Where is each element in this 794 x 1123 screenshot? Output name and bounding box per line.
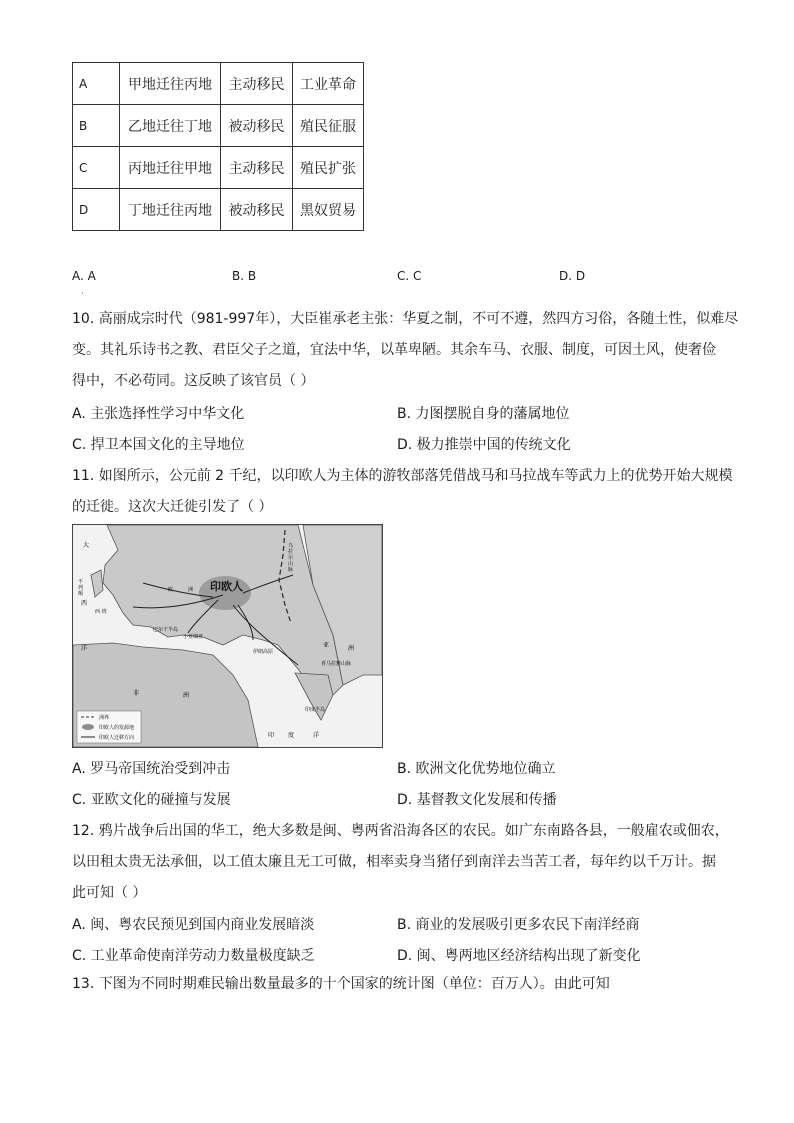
- map-label: 不: [78, 579, 84, 585]
- q10-line-3: 得中，不必苟同。这反映了该官员（ ）: [72, 373, 315, 389]
- q11-stem: [72, 461, 736, 523]
- q11-option-d[interactable]: D. 基督教文化发展和传播: [397, 792, 557, 808]
- table-cell: 被动移民: [221, 189, 293, 231]
- table-cell: B: [73, 105, 120, 147]
- map-label: 洋: [81, 645, 88, 652]
- q12-stem: [72, 816, 736, 909]
- q11-line-1: 11. 如图所示，公元前 2 千纪，以印欧人为主体的游牧部落凭借战马和马拉战车等武力上的优势开始大规模: [72, 468, 733, 484]
- choice-d[interactable]: D. D: [559, 269, 586, 283]
- map-label: 非: [133, 690, 140, 697]
- map-label: 小亚细亚: [183, 634, 204, 640]
- table-cell: A: [73, 63, 120, 105]
- table-cell: 甲地迁往丙地: [120, 63, 221, 105]
- map-label: 伊朗高原: [253, 649, 274, 655]
- map-label: 洲: [183, 692, 190, 699]
- map-label: 印: [268, 732, 275, 739]
- choice-a[interactable]: A. A: [72, 269, 96, 283]
- table-cell: 乙地迁往丁地: [120, 105, 221, 147]
- map-label: 洋: [313, 732, 320, 739]
- map-label: 列: [78, 585, 84, 591]
- map-label: 喜马拉雅山脉: [321, 661, 352, 667]
- map-label: 亚: [323, 642, 330, 649]
- q10-line-1: 10. 高丽成宗时代（981-997年），大臣崔承老主张：华夏之制，不可不遵，然四方习俗，各随土性，似难尽: [72, 311, 739, 327]
- q12-line-3: 此可知（ ）: [72, 885, 147, 901]
- q11-option-a[interactable]: A. 罗马帝国统治受到冲击: [72, 761, 231, 777]
- table-cell: 丁地迁往丙地: [120, 189, 221, 231]
- q12-option-a[interactable]: A. 闽、粤农民预见到国内商业发展暗淡: [72, 917, 315, 933]
- map-title: 印欧人: [210, 580, 243, 593]
- table-cell: 丙地迁往甲地: [120, 147, 221, 189]
- q12-option-b[interactable]: B. 商业的发展吸引更多农民下南洋经商: [397, 917, 640, 933]
- table-cell: 工业革命: [293, 63, 364, 105]
- map-label: 欧: [168, 587, 174, 593]
- choice-c[interactable]: C. C: [397, 269, 422, 283]
- migration-map: [72, 524, 383, 748]
- table-cell: C: [73, 147, 120, 189]
- q11-option-b[interactable]: B. 欧洲文化优势地位确立: [397, 761, 556, 777]
- migration-map-svg: [73, 525, 382, 747]
- q12-line-2: 以田租太贵无法承佃，以工值太廉且无工可做，相率卖身当猪仔到南洋去当苦工者，每年约以千万计。据: [72, 854, 716, 870]
- legend-origin-swatch: [82, 724, 94, 730]
- table-cell: 主动移民: [221, 63, 293, 105]
- q9-options-table: [72, 62, 364, 231]
- table-row: [73, 63, 364, 105]
- q10-option-d[interactable]: D. 极力推崇中国的传统文化: [397, 437, 571, 453]
- map-label: 拉: [288, 549, 294, 555]
- map-label: 脉: [288, 567, 294, 573]
- map-label: 大: [83, 542, 90, 549]
- map-label: 度: [288, 732, 295, 739]
- table-cell: D: [73, 189, 120, 231]
- choice-b[interactable]: B. B: [232, 269, 257, 283]
- table-cell: 黑奴贸易: [293, 189, 364, 231]
- map-label: 尔: [288, 555, 294, 561]
- map-label: 西 班: [95, 609, 107, 615]
- table-row: [73, 147, 364, 189]
- table-cell: 主动移民: [221, 147, 293, 189]
- q10-option-b[interactable]: B. 力图摆脱自身的藩属地位: [397, 406, 570, 422]
- map-label: 洲: [348, 645, 355, 652]
- table-row: [73, 189, 364, 231]
- table-cell: 殖民扩张: [293, 147, 364, 189]
- table-cell: 殖民征服: [293, 105, 364, 147]
- map-label: 巴尔干半岛: [153, 627, 179, 633]
- q10-option-a[interactable]: A. 主张选择性学习中华文化: [72, 406, 245, 422]
- map-label: 山: [288, 561, 294, 567]
- q10-line-2: 变。其礼乐诗书之教、君臣父子之道，宜法中华，以革卑陋。其余车马、衣服、制度，可因土风，使奢俭: [72, 342, 716, 358]
- q12-option-d[interactable]: D. 闽、粤两地区经济结构出现了新变化: [397, 948, 641, 964]
- q13-line-1: 13. 下图为不同时期难民输出数量最多的十个国家的统计图（单位：百万人）。由此可知: [72, 976, 610, 992]
- map-label: 乌: [288, 543, 294, 549]
- dot-mark: ·: [81, 289, 84, 299]
- legend-item: 印欧人迁移方向: [99, 735, 135, 741]
- map-label: 印度半岛: [305, 707, 326, 713]
- q10-stem: [72, 304, 739, 397]
- map-label: 西: [81, 600, 88, 607]
- q11-option-c[interactable]: C. 亚欧文化的碰撞与发展: [72, 792, 231, 808]
- q10-option-c[interactable]: C. 捍卫本国文化的主导地位: [72, 437, 245, 453]
- table-row: [73, 105, 364, 147]
- legend-item: 洲界: [99, 715, 110, 721]
- q13-stem: [72, 969, 736, 1000]
- q11-line-2: 的迁徙。这次大迁徙引发了（ ）: [72, 499, 273, 515]
- map-label: 颠: [78, 591, 84, 597]
- legend-item: 印欧人的发源地: [99, 725, 135, 731]
- map-label: 洲: [188, 587, 194, 593]
- q12-option-c[interactable]: C. 工业革命使南洋劳动力数量极度缺乏: [72, 948, 315, 964]
- q12-line-1: 12. 鸦片战争后出国的华工，绝大多数是闽、粤两省沿海各区的农民。如广东南路各县，一般雇农或佃农，: [72, 823, 729, 839]
- table-cell: 被动移民: [221, 105, 293, 147]
